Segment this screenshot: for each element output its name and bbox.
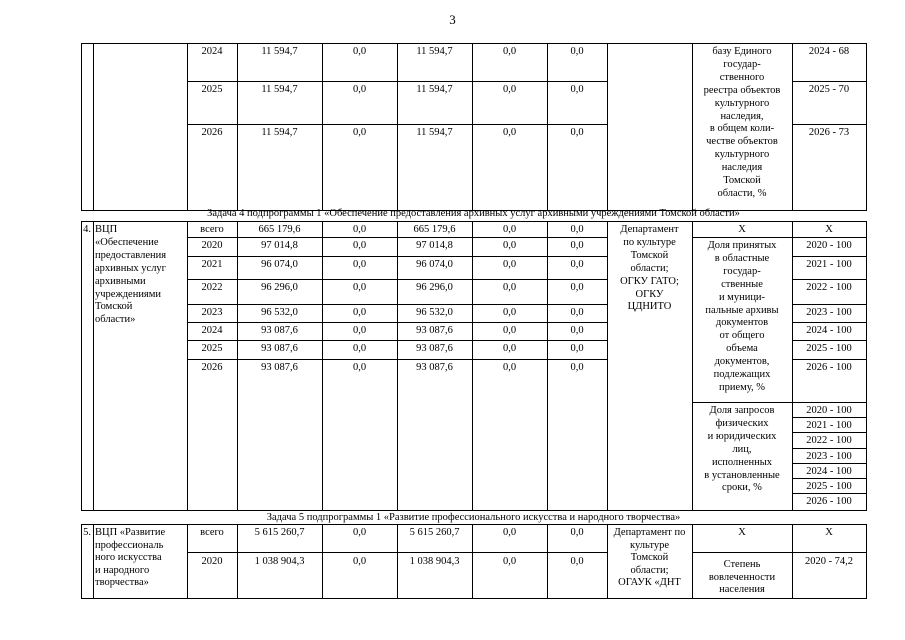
target-cell: 2026 - 73	[808, 127, 850, 138]
value-cell: 665 179,6	[413, 224, 456, 235]
value-cell: 0,0	[352, 240, 367, 251]
row-rule	[692, 402, 867, 403]
value-cell: 0,0	[502, 325, 517, 336]
year-cell: 2026	[201, 127, 223, 138]
value-cell: 0,0	[352, 556, 367, 567]
row-rule	[81, 221, 867, 222]
target-cell: 2021 - 100	[806, 420, 852, 431]
value-cell: 96 296,0	[261, 282, 298, 293]
value-cell: 0,0	[352, 307, 367, 318]
value-cell: 96 074,0	[416, 259, 453, 270]
value-cell: 0,0	[502, 362, 517, 373]
row-rule	[792, 256, 867, 257]
value-cell: 0,0	[352, 362, 367, 373]
table-rule	[93, 43, 94, 211]
value-cell: 0,0	[570, 282, 584, 293]
target-cell: 2026 - 100	[806, 362, 852, 373]
value-cell: 0,0	[502, 240, 517, 251]
value-cell: 0,0	[502, 343, 517, 354]
table-rule	[692, 221, 693, 511]
year-cell: 2021	[201, 259, 223, 270]
value-cell: 0,0	[570, 527, 584, 538]
value-cell: 0,0	[502, 127, 517, 138]
table-rule	[866, 221, 867, 511]
table-rule	[866, 524, 867, 599]
target-cell: 2024 - 100	[806, 325, 852, 336]
value-cell: 93 087,6	[261, 343, 298, 354]
value-cell: 0,0	[570, 84, 584, 95]
row-number: 4.	[83, 224, 91, 235]
value-cell: 0,0	[570, 127, 584, 138]
x-mark: X	[738, 224, 746, 235]
target-cell: 2024 - 100	[806, 466, 852, 477]
year-cell: всего	[200, 224, 224, 235]
value-cell: 0,0	[570, 307, 584, 318]
value-cell: 93 087,6	[261, 362, 298, 373]
value-cell: 11 594,7	[416, 84, 453, 95]
value-cell: 11 594,7	[261, 84, 298, 95]
value-cell: 0,0	[502, 556, 517, 567]
task-header: Задача 5 подпрограммы 1 «Развитие профессионального искусства и народного творчества»	[266, 512, 681, 523]
value-cell: 96 074,0	[261, 259, 298, 270]
value-cell: 1 038 904,3	[409, 556, 460, 567]
row-rule	[792, 340, 867, 341]
year-cell: 2020	[201, 556, 223, 567]
executor-text: Департамент по культуре Томской области; ОГАУК «ДНТ	[613, 527, 686, 588]
target-cell: 2021 - 100	[806, 259, 852, 270]
year-cell: 2022	[201, 282, 223, 293]
target-cell: 2025 - 100	[806, 481, 852, 492]
indicator-text: Доля запросов физических и юридических лиц, исполненных в установленные сроки, %	[704, 405, 780, 494]
value-cell: 0,0	[352, 259, 367, 270]
table-rule	[866, 43, 867, 211]
value-cell: 0,0	[352, 343, 367, 354]
table-rule	[93, 524, 94, 599]
year-cell: 2020	[201, 240, 223, 251]
program-name: ВЦП «Развитие профессиональ ного искусства и народного творчества»	[95, 527, 166, 588]
table-top-rule	[81, 43, 867, 44]
value-cell: 0,0	[502, 224, 517, 235]
value-cell: 11 594,7	[261, 46, 298, 57]
value-cell: 0,0	[502, 84, 517, 95]
year-cell: 2025	[201, 84, 223, 95]
x-mark: X	[825, 224, 833, 235]
value-cell: 93 087,6	[416, 325, 453, 336]
program-name: ВЦП «Обеспечение предоставления архивных услуг архивными учреждениями Томской области»	[95, 224, 167, 326]
target-cell: 2020 - 100	[806, 405, 852, 416]
value-cell: 0,0	[570, 46, 584, 57]
row-rule	[792, 304, 867, 305]
table-rule	[81, 43, 82, 211]
indicator-text: Степень вовлеченности населения	[708, 559, 776, 595]
value-cell: 0,0	[570, 325, 584, 336]
value-cell: 11 594,7	[261, 127, 298, 138]
table-bottom-rule	[81, 598, 867, 599]
value-cell: 0,0	[570, 224, 584, 235]
indicator-text: Доля принятых в областные государ- ственные и муници- пальные архивы документов от общего объема документов, подлежащих приему, %	[705, 240, 779, 393]
table-rule	[81, 221, 82, 511]
row-rule	[792, 322, 867, 323]
value-cell: 0,0	[502, 307, 517, 318]
row-rule	[692, 552, 867, 553]
value-cell: 5 615 260,7	[409, 527, 460, 538]
executor-text: Департамент по культуре Томской области; ОГКУ ГАТО; ОГКУ ЦДНИТО	[620, 224, 679, 313]
page-number: 3	[449, 12, 456, 27]
value-cell: 11 594,7	[416, 46, 453, 57]
row-number: 5.	[83, 527, 91, 538]
target-cell: 2022 - 100	[806, 282, 852, 293]
row-rule	[792, 359, 867, 360]
value-cell: 96 296,0	[416, 282, 453, 293]
value-cell: 0,0	[352, 527, 367, 538]
value-cell: 0,0	[502, 282, 517, 293]
year-cell: 2025	[201, 343, 223, 354]
year-cell: 2026	[201, 362, 223, 373]
year-cell: всего	[200, 527, 224, 538]
value-cell: 93 087,6	[416, 343, 453, 354]
table-rule	[692, 43, 693, 211]
value-cell: 0,0	[570, 556, 584, 567]
value-cell: 0,0	[502, 527, 517, 538]
value-cell: 0,0	[570, 259, 584, 270]
row-rule	[792, 279, 867, 280]
value-cell: 93 087,6	[416, 362, 453, 373]
value-cell: 0,0	[352, 224, 367, 235]
value-cell: 665 179,6	[258, 224, 301, 235]
value-cell: 0,0	[352, 46, 367, 57]
value-cell: 5 615 260,7	[254, 527, 305, 538]
table-rule	[607, 43, 608, 211]
value-cell: 0,0	[352, 325, 367, 336]
row-rule	[792, 448, 867, 449]
year-cell: 2023	[201, 307, 223, 318]
value-cell: 0,0	[352, 127, 367, 138]
value-cell: 97 014,8	[261, 240, 298, 251]
x-mark: X	[825, 527, 833, 538]
task-header: Задача 4 подпрограммы 1 «Обеспечение предоставления архивных услуг архивными учреждениями Томской области»	[207, 208, 740, 219]
value-cell: 11 594,7	[416, 127, 453, 138]
target-cell: 2023 - 100	[806, 307, 852, 318]
value-cell: 0,0	[570, 343, 584, 354]
value-cell: 0,0	[570, 362, 584, 373]
target-cell: 2020 - 100	[806, 240, 852, 251]
value-cell: 97 014,8	[416, 240, 453, 251]
x-mark: X	[738, 527, 746, 538]
table-rule	[93, 221, 94, 511]
value-cell: 0,0	[570, 240, 584, 251]
year-cell: 2024	[201, 46, 223, 57]
value-cell: 96 532,0	[261, 307, 298, 318]
target-cell: 2023 - 100	[806, 451, 852, 462]
section-rule	[81, 510, 867, 511]
value-cell: 93 087,6	[261, 325, 298, 336]
value-cell: 0,0	[352, 84, 367, 95]
target-cell: 2025 - 70	[808, 84, 850, 95]
target-cell: 2026 - 100	[806, 496, 852, 507]
value-cell: 0,0	[352, 282, 367, 293]
year-cell: 2024	[201, 325, 223, 336]
target-cell: 2020 - 74,2	[804, 556, 854, 567]
value-cell: 1 038 904,3	[254, 556, 305, 567]
target-cell: 2022 - 100	[806, 435, 852, 446]
value-cell: 96 532,0	[416, 307, 453, 318]
target-cell: 2024 - 68	[808, 46, 850, 57]
value-cell: 0,0	[502, 46, 517, 57]
indicator-text: базу Единого государ- ственного реестра объектов культурного наследия, в общем коли- честве объектов культурного наследия Томской области, %	[703, 46, 781, 199]
row-rule	[692, 237, 867, 238]
row-rule	[792, 124, 867, 125]
target-cell: 2025 - 100	[806, 343, 852, 354]
row-rule	[792, 81, 867, 82]
row-rule	[81, 524, 867, 525]
value-cell: 0,0	[502, 259, 517, 270]
